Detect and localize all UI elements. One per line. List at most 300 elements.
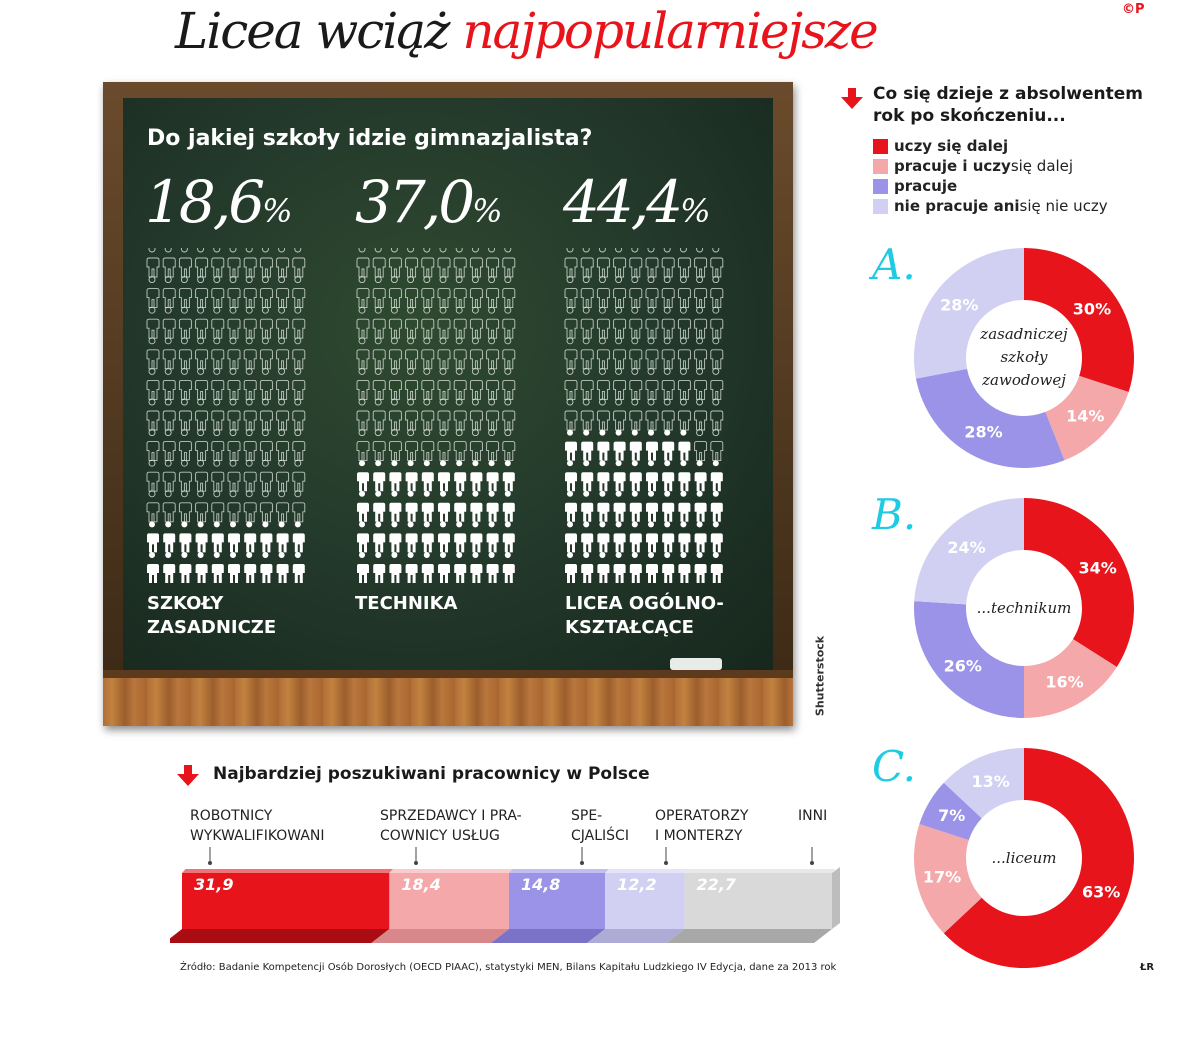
person-figure [212, 491, 224, 522]
person-figure [228, 491, 240, 522]
person-figure [163, 521, 175, 552]
person-figure [293, 491, 305, 522]
person-figure [163, 248, 175, 277]
person-figure [438, 277, 450, 308]
person-figure [470, 521, 482, 552]
person-figure [260, 399, 272, 430]
worker-value-4: 12,2 [617, 875, 657, 894]
bar-segment-top [389, 869, 512, 873]
person-figure [389, 368, 401, 399]
person-figure [487, 248, 499, 277]
person-figure [196, 491, 208, 522]
worker-label-2: SPRZEDAWCY I PRA- COWNICY USŁUG [380, 808, 522, 844]
label-tick-dot [414, 861, 418, 865]
person-figure [565, 491, 577, 522]
person-figure [646, 552, 658, 583]
person-figure [212, 277, 224, 308]
person-figure [244, 307, 256, 338]
legend-item: pracuje i uczy się dalej [873, 156, 1108, 176]
person-figure [646, 307, 658, 338]
person-figure [614, 248, 626, 277]
person-figure [260, 552, 272, 583]
donut-segment [1024, 498, 1134, 667]
person-figure [389, 338, 401, 369]
person-figure [454, 368, 466, 399]
person-figure [565, 248, 577, 277]
bar-segment-top [509, 869, 609, 873]
person-figure [147, 460, 159, 491]
legend-swatch [873, 199, 888, 214]
person-figure [470, 430, 482, 461]
person-figure [244, 491, 256, 522]
person-figure [357, 460, 369, 491]
person-figure [597, 338, 609, 369]
person-figure [212, 399, 224, 430]
person-figure [662, 248, 674, 277]
donut-value-label: 16% [1045, 672, 1084, 692]
worker-label-3: SPE- CJALIŚCI [571, 808, 629, 844]
person-figure [470, 399, 482, 430]
person-figure [196, 521, 208, 552]
person-figure [678, 368, 690, 399]
person-figure [614, 338, 626, 369]
person-figure [406, 491, 418, 522]
person-figure [260, 491, 272, 522]
bar-segment-shadow [491, 929, 605, 943]
person-figure [711, 552, 723, 583]
person-figure [212, 248, 224, 277]
person-figure [662, 430, 674, 461]
person-figure [422, 491, 434, 522]
source-note: Źródło: Badanie Kompetencji Osób Dorosłych (OECD PIAAC), statystyki MEN, Bilans Kapitału Ludzkiego IV Edycja, dane za 2013 rok [180, 962, 837, 973]
person-figure [454, 399, 466, 430]
person-figure [454, 491, 466, 522]
person-figure [646, 368, 658, 399]
person-figure [646, 338, 658, 369]
person-figure [503, 368, 515, 399]
person-figure [695, 277, 707, 308]
person-figure [147, 399, 159, 430]
person-figure [695, 248, 707, 277]
donut-value-label: 63% [1081, 882, 1121, 902]
person-figure [470, 277, 482, 308]
worker-value-1: 31,9 [194, 875, 234, 894]
person-figure [244, 521, 256, 552]
person-figure [147, 491, 159, 522]
donut-center-label-a: zasadniczej szkoły zawodowej [980, 325, 1068, 389]
person-figure [646, 491, 658, 522]
person-figure [711, 248, 723, 277]
person-figure [678, 521, 690, 552]
person-figure [277, 552, 289, 583]
person-figure [357, 399, 369, 430]
page-title [175, 2, 877, 60]
person-figure [373, 491, 385, 522]
person-figure [147, 430, 159, 461]
person-figure [228, 460, 240, 491]
label-tick-dot [810, 861, 814, 865]
person-figure [389, 399, 401, 430]
person-figure [597, 368, 609, 399]
graduates-legend [873, 136, 1108, 216]
worker-label-1: ROBOTNICY WYKWALIFIKOWANI [190, 808, 325, 844]
person-figure [597, 399, 609, 430]
copyright-mark: ©P [1122, 2, 1145, 17]
person-figure [565, 460, 577, 491]
person-figure [179, 521, 191, 552]
person-figure [678, 460, 690, 491]
person-figure [406, 460, 418, 491]
person-figure [244, 430, 256, 461]
person-figure [422, 277, 434, 308]
workers-bar-chart [170, 845, 860, 945]
person-figure [487, 399, 499, 430]
person-figure [438, 399, 450, 430]
person-figure [454, 460, 466, 491]
person-figure [597, 430, 609, 461]
person-figure [212, 338, 224, 369]
person-figure [581, 460, 593, 491]
person-figure [244, 552, 256, 583]
person-figure [614, 368, 626, 399]
person-figure [389, 430, 401, 461]
person-figure [487, 307, 499, 338]
person-figure [196, 399, 208, 430]
person-figure [212, 430, 224, 461]
person-figure [373, 277, 385, 308]
graduates-title [873, 83, 1143, 127]
person-figure [147, 552, 159, 583]
person-figure [470, 460, 482, 491]
person-figure [487, 460, 499, 491]
person-figure [711, 399, 723, 430]
person-figure [662, 552, 674, 583]
person-figure [487, 521, 499, 552]
person-figure [503, 552, 515, 583]
person-figure [597, 307, 609, 338]
person-figure [179, 430, 191, 461]
person-figure [662, 338, 674, 369]
person-figure [630, 521, 642, 552]
person-figure [662, 307, 674, 338]
legend-swatch [873, 179, 888, 194]
person-figure [212, 307, 224, 338]
person-figure [196, 277, 208, 308]
person-figure [196, 248, 208, 277]
person-figure [244, 399, 256, 430]
person-figure [406, 338, 418, 369]
person-figure [293, 552, 305, 583]
person-figure [711, 338, 723, 369]
person-figure [711, 277, 723, 308]
person-figure [389, 248, 401, 277]
person-figure [470, 338, 482, 369]
person-figure [454, 248, 466, 277]
person-figure [581, 307, 593, 338]
person-figure [228, 368, 240, 399]
person-figure [422, 399, 434, 430]
person-figure [630, 552, 642, 583]
person-figure [389, 460, 401, 491]
arrow-down-icon [176, 765, 200, 787]
person-figure [597, 277, 609, 308]
person-figure [196, 430, 208, 461]
person-figure [228, 430, 240, 461]
person-figure [163, 368, 175, 399]
person-figure [212, 521, 224, 552]
person-figure [581, 521, 593, 552]
person-figure [373, 399, 385, 430]
person-figure [277, 277, 289, 308]
person-figure [646, 521, 658, 552]
donut-value-label: 30% [1072, 299, 1112, 319]
person-figure [373, 368, 385, 399]
person-figure [678, 338, 690, 369]
person-figure [389, 521, 401, 552]
person-figure [678, 307, 690, 338]
person-figure [662, 460, 674, 491]
person-figure [695, 307, 707, 338]
person-figure [147, 521, 159, 552]
person-figure [565, 399, 577, 430]
person-figure [662, 399, 674, 430]
figure-grid-zasadnicze [145, 248, 315, 584]
legend-item: uczy się dalej [873, 136, 1108, 156]
person-figure [487, 368, 499, 399]
person-figure [163, 338, 175, 369]
person-figure [228, 277, 240, 308]
donut-value-label: 34% [1078, 558, 1117, 578]
person-figure [260, 338, 272, 369]
worker-label-4: OPERATORZY I MONTERZY [655, 808, 749, 844]
person-figure [454, 552, 466, 583]
person-figure [470, 552, 482, 583]
person-figure [389, 552, 401, 583]
person-figure [277, 368, 289, 399]
person-figure [357, 491, 369, 522]
person-figure [260, 368, 272, 399]
person-figure [406, 521, 418, 552]
person-figure [422, 248, 434, 277]
person-figure [293, 248, 305, 277]
worker-label-5: INNI [798, 808, 828, 824]
person-figure [454, 307, 466, 338]
author-initials: ŁR [1140, 962, 1155, 973]
person-figure [630, 491, 642, 522]
person-figure [357, 338, 369, 369]
person-figure [406, 307, 418, 338]
label-tick-dot [580, 861, 584, 865]
person-figure [597, 521, 609, 552]
person-figure [293, 399, 305, 430]
bar-segment-top [182, 869, 393, 873]
person-figure [147, 277, 159, 308]
person-figure [179, 338, 191, 369]
person-figure [163, 430, 175, 461]
label-tick-dot [664, 861, 668, 865]
person-figure [147, 248, 159, 277]
person-figure [293, 430, 305, 461]
person-figure [438, 338, 450, 369]
person-figure [260, 430, 272, 461]
person-figure [581, 552, 593, 583]
school-percent-3: 44,4% [563, 168, 711, 236]
person-figure [487, 277, 499, 308]
person-figure [406, 430, 418, 461]
title-part-1: Licea wciąż [175, 2, 463, 60]
person-figure [614, 307, 626, 338]
school-percent-2: 37,0% [355, 168, 503, 236]
person-figure [357, 307, 369, 338]
person-figure [357, 552, 369, 583]
person-figure [357, 430, 369, 461]
person-figure [438, 491, 450, 522]
person-figure [406, 399, 418, 430]
person-figure [581, 248, 593, 277]
person-figure [695, 491, 707, 522]
donut-value-label: 28% [940, 295, 979, 315]
person-figure [581, 430, 593, 461]
person-figure [373, 521, 385, 552]
person-figure [406, 248, 418, 277]
person-figure [470, 307, 482, 338]
person-figure [614, 277, 626, 308]
person-figure [228, 338, 240, 369]
bar-segment-shadow [170, 929, 389, 943]
person-figure [614, 552, 626, 583]
person-figure [293, 277, 305, 308]
person-figure [565, 338, 577, 369]
person-figure [565, 307, 577, 338]
person-figure [293, 338, 305, 369]
person-figure [163, 399, 175, 430]
person-figure [503, 491, 515, 522]
person-figure [678, 552, 690, 583]
person-figure [470, 368, 482, 399]
person-figure [711, 460, 723, 491]
person-figure [422, 307, 434, 338]
person-figure [196, 307, 208, 338]
person-figure [293, 368, 305, 399]
donut-value-label: 7% [938, 806, 966, 826]
person-figure [357, 368, 369, 399]
person-figure [179, 491, 191, 522]
person-figure [244, 368, 256, 399]
person-figure [470, 491, 482, 522]
person-figure [695, 460, 707, 491]
board-question: Do jakiej szkoły idzie gimnazjalista? [147, 126, 593, 151]
person-figure [630, 460, 642, 491]
person-figure [244, 277, 256, 308]
person-figure [277, 430, 289, 461]
person-figure [581, 277, 593, 308]
bar-segment-shadow [666, 929, 832, 943]
person-figure [196, 338, 208, 369]
donut-value-label: 13% [971, 771, 1010, 791]
person-figure [422, 521, 434, 552]
person-figure [630, 248, 642, 277]
person-figure [147, 338, 159, 369]
person-figure [487, 552, 499, 583]
person-figure [406, 552, 418, 583]
panel-letter-a: A. [872, 240, 916, 289]
person-figure [695, 338, 707, 369]
person-figure [678, 277, 690, 308]
person-figure [646, 399, 658, 430]
person-figure [503, 399, 515, 430]
person-figure [260, 460, 272, 491]
person-figure [614, 399, 626, 430]
person-figure [406, 277, 418, 308]
person-figure [581, 338, 593, 369]
person-figure [630, 399, 642, 430]
person-figure [678, 399, 690, 430]
person-figure [597, 248, 609, 277]
figure-grid-licea [563, 248, 733, 584]
person-figure [422, 552, 434, 583]
person-figure [454, 277, 466, 308]
person-figure [373, 307, 385, 338]
person-figure [277, 248, 289, 277]
person-figure [711, 521, 723, 552]
person-figure [438, 368, 450, 399]
person-figure [503, 460, 515, 491]
school-label-2: TECHNIKA [355, 593, 458, 614]
person-figure [163, 277, 175, 308]
donut-value-label: 24% [947, 537, 986, 557]
panel-letter-b: B. [872, 490, 917, 539]
person-figure [503, 277, 515, 308]
person-figure [662, 368, 674, 399]
person-figure [147, 368, 159, 399]
person-figure [470, 248, 482, 277]
person-figure [260, 521, 272, 552]
person-figure [179, 307, 191, 338]
person-figure [630, 277, 642, 308]
person-figure [581, 368, 593, 399]
person-figure [678, 248, 690, 277]
person-figure [630, 338, 642, 369]
person-figure [373, 552, 385, 583]
bar-end-cap [832, 867, 840, 929]
workers-title: Najbardziej poszukiwani pracownicy w Polsce [213, 764, 650, 784]
person-figure [422, 460, 434, 491]
person-figure [228, 552, 240, 583]
person-figure [179, 277, 191, 308]
person-figure [503, 248, 515, 277]
person-figure [646, 277, 658, 308]
person-figure [503, 430, 515, 461]
person-figure [487, 430, 499, 461]
worker-value-2: 18,4 [401, 875, 441, 894]
person-figure [695, 399, 707, 430]
panel-letter-c: C. [872, 742, 916, 791]
legend-swatch [873, 139, 888, 154]
bar-segment-shadow [371, 929, 509, 943]
person-figure [565, 277, 577, 308]
donut-center-label-b: ...technikum [976, 599, 1072, 617]
person-figure [179, 368, 191, 399]
person-figure [581, 399, 593, 430]
person-figure [646, 248, 658, 277]
person-figure [503, 307, 515, 338]
person-figure [277, 338, 289, 369]
person-figure [711, 307, 723, 338]
person-figure [389, 277, 401, 308]
school-label-3: LICEA OGÓLNO- KSZTAŁCĄCE [565, 593, 724, 638]
person-figure [373, 430, 385, 461]
person-figure [373, 460, 385, 491]
